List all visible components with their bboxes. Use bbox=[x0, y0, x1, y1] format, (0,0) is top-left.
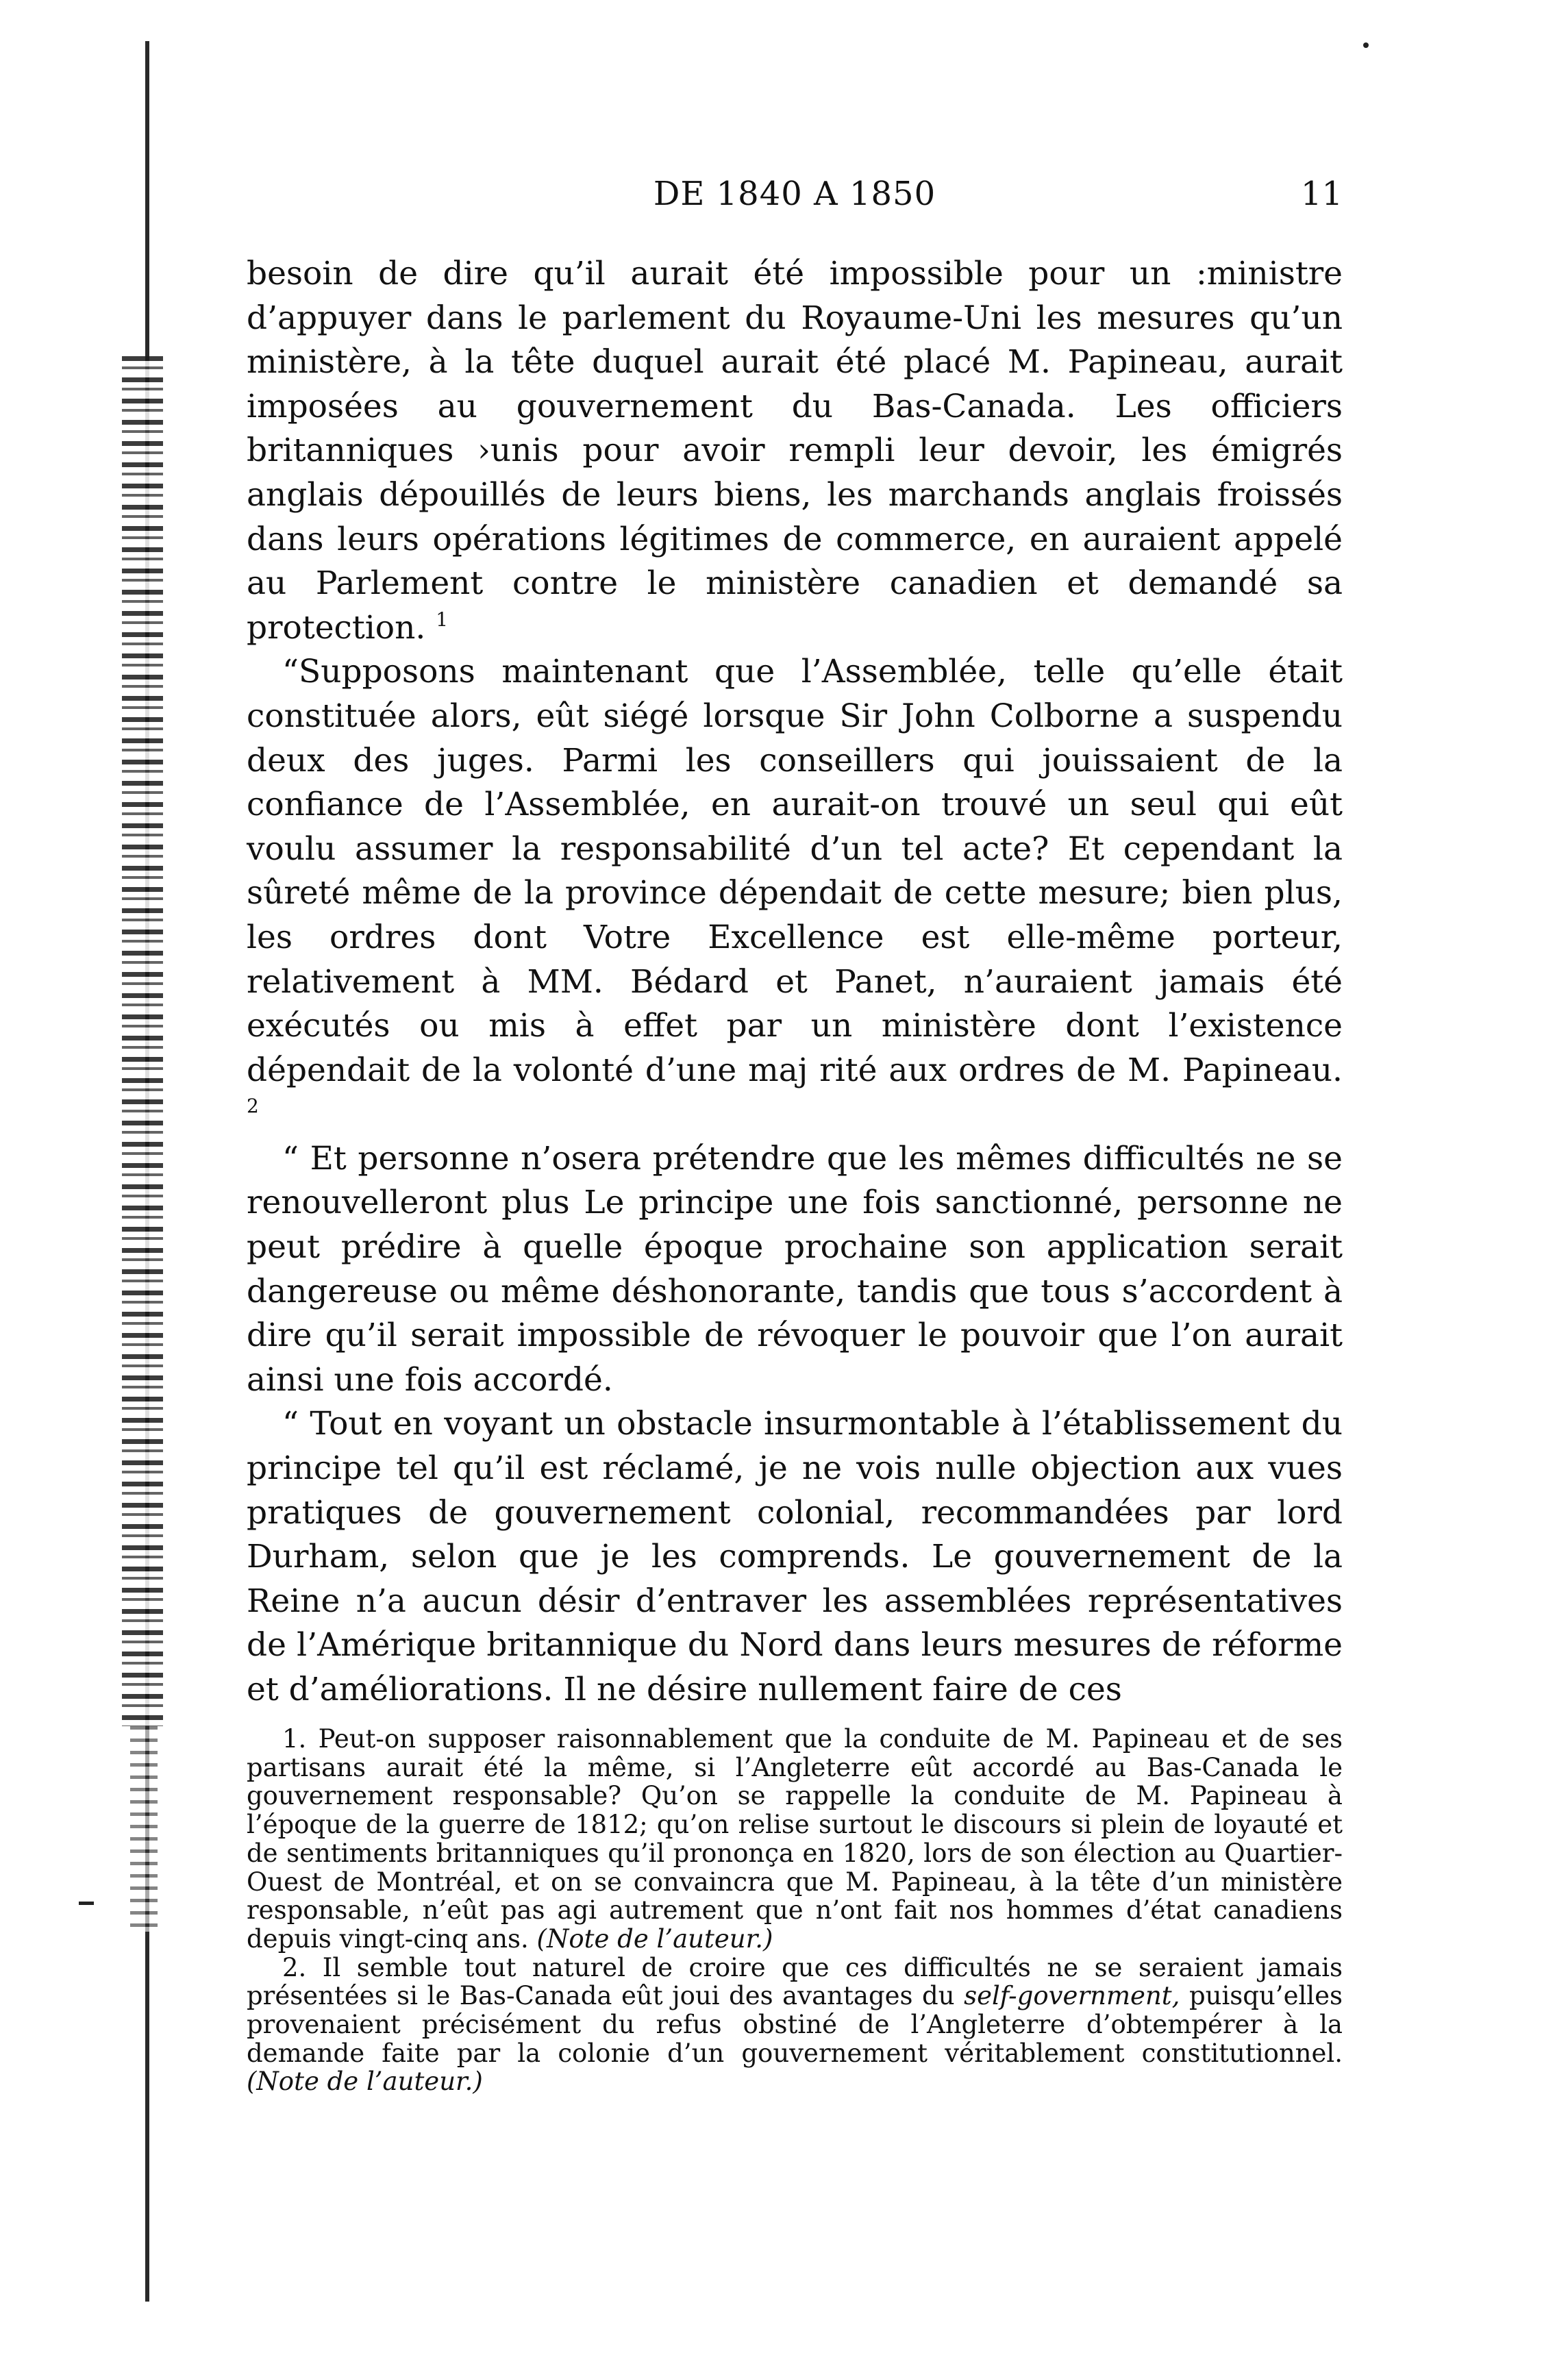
footnote-2-text-b: puisqu’elles provenaient précisément du refus obstiné de l’Angleterre d’obtempérer à la demande faite par la colonie d’un gouvernement véritablement constitutionnel. bbox=[247, 1981, 1343, 2068]
paragraph-1-text: besoin de dire qu’il aurait été impossible pour un :ministre d’appuyer dans le parlement du Royaume-Uni les mesures qu’un ministère, à la tête duquel aurait été placé M. Papineau, aurait imposées au gouvernement du Bas-Canada. Les officiers britanniques ›unis pour avoir rempli leur devoir, les émigrés anglais dépouillés de leurs biens, les marchands anglais froissés dans leurs opérations légitimes de commerce, en auraient appelé au Parlement contre le ministère canadien et demandé sa protection. bbox=[247, 255, 1343, 647]
footnote-2 bbox=[247, 1954, 1343, 2097]
paragraph-4: “ Tout en voyant un obstacle insurmontable à l’établissement du principe tel qu’il est réclamé, je ne vois nulle objection aux vues pratiques de gouvernement colonial, recommandées par lord Durham, selon que je les comprends. Le gouvernement de la Reine n’a aucun désir d’entraver les assemblées représentatives de l’Amérique britannique du Nord dans leurs mesures de réforme et d’améliorations. Il ne désire nullement faire de ces bbox=[247, 1405, 1343, 1708]
footnote-2-text-a: 2. Il semble tout naturel de croire que ces difficultés ne se seraient jamais présentées si le Bas-Canada eût joui des avantages du bbox=[247, 1952, 1343, 2011]
footnote-ref-2: 2 bbox=[247, 1095, 259, 1118]
footnote-1-text: 1. Peut-on supposer raisonnablement que la conduite de M. Papineau et de ses partisans aurait été la même, si l’Angleterre eût accordé au Bas-Canada le gouvernement responsable? Qu’on se rappelle la conduite de M. Papineau à l’époque de la guerre de 1812; qu’on relise surtout le discours si plein de loyauté et de sentiments britanniques qu’il prononça en 1820, lors de son élection au Quartier-Ouest de Montréal, et on se convaincra que M. Papineau, à la tête d’un ministère responsable, n’eût pas agi autrement que n’ont fait nos hommes d’état canadiens depuis vingt-cinq ans. bbox=[247, 1724, 1343, 1954]
gutter-speckle bbox=[122, 356, 163, 1726]
paragraph-3: “ Et personne n’osera prétendre que les mêmes difficultés ne se renouvelleront plus Le principe une fois sanctionné, personne ne peut prédire à quelle époque prochaine son application serait dangereuse ou même déshonorante, tandis que tous s’accordent à dire qu’il serait impossible de révoquer le pouvoir que l’on aurait ainsi une fois accordé. bbox=[247, 1139, 1343, 1399]
footnote-2-italic: self-government, bbox=[964, 1981, 1180, 2011]
footnote-1 bbox=[247, 1725, 1343, 1954]
body-text bbox=[247, 252, 1343, 1712]
page-header bbox=[247, 175, 1343, 223]
scanned-page-gutter bbox=[103, 0, 185, 2355]
footnote-1-tag: (Note de l’auteur.) bbox=[536, 1923, 773, 1954]
page-number: 11 bbox=[1300, 175, 1343, 213]
scan-dot bbox=[1363, 42, 1369, 48]
paragraph-2 bbox=[247, 650, 1343, 1137]
scan-dash bbox=[79, 1902, 94, 1905]
footnotes bbox=[247, 1725, 1343, 2096]
footnote-2-tag: (Note de l’auteur.) bbox=[247, 2067, 483, 2097]
paragraph-1 bbox=[247, 252, 1343, 650]
paragraph-2-text: “Supposons maintenant que l’Assemblée, telle qu’elle était constituée alors, eût siégé lorsque Sir John Colborne a suspendu deux des juges. Parmi les conseillers qui jouissaient de la confiance de l’Assemblée, en aurait-on trouvé un seul qui eût voulu assumer la responsabilité d’un tel acte? Et cependant la sûreté même de la province dépendait de cette mesure; bien plus, les ordres dont Votre Excellence est elle-même porteur, relativement à MM. Bédard et Panet, n’auraient jamais été exécutés ou mis à effet par un ministère dont l’existence dépendait de la volonté d’une maj rité aux ordres de M. Papineau. bbox=[247, 653, 1343, 1089]
gutter-speckle-lower bbox=[130, 1726, 158, 1932]
footnote-ref-1: 1 bbox=[436, 608, 449, 631]
running-title: DE 1840 A 1850 bbox=[653, 175, 936, 213]
